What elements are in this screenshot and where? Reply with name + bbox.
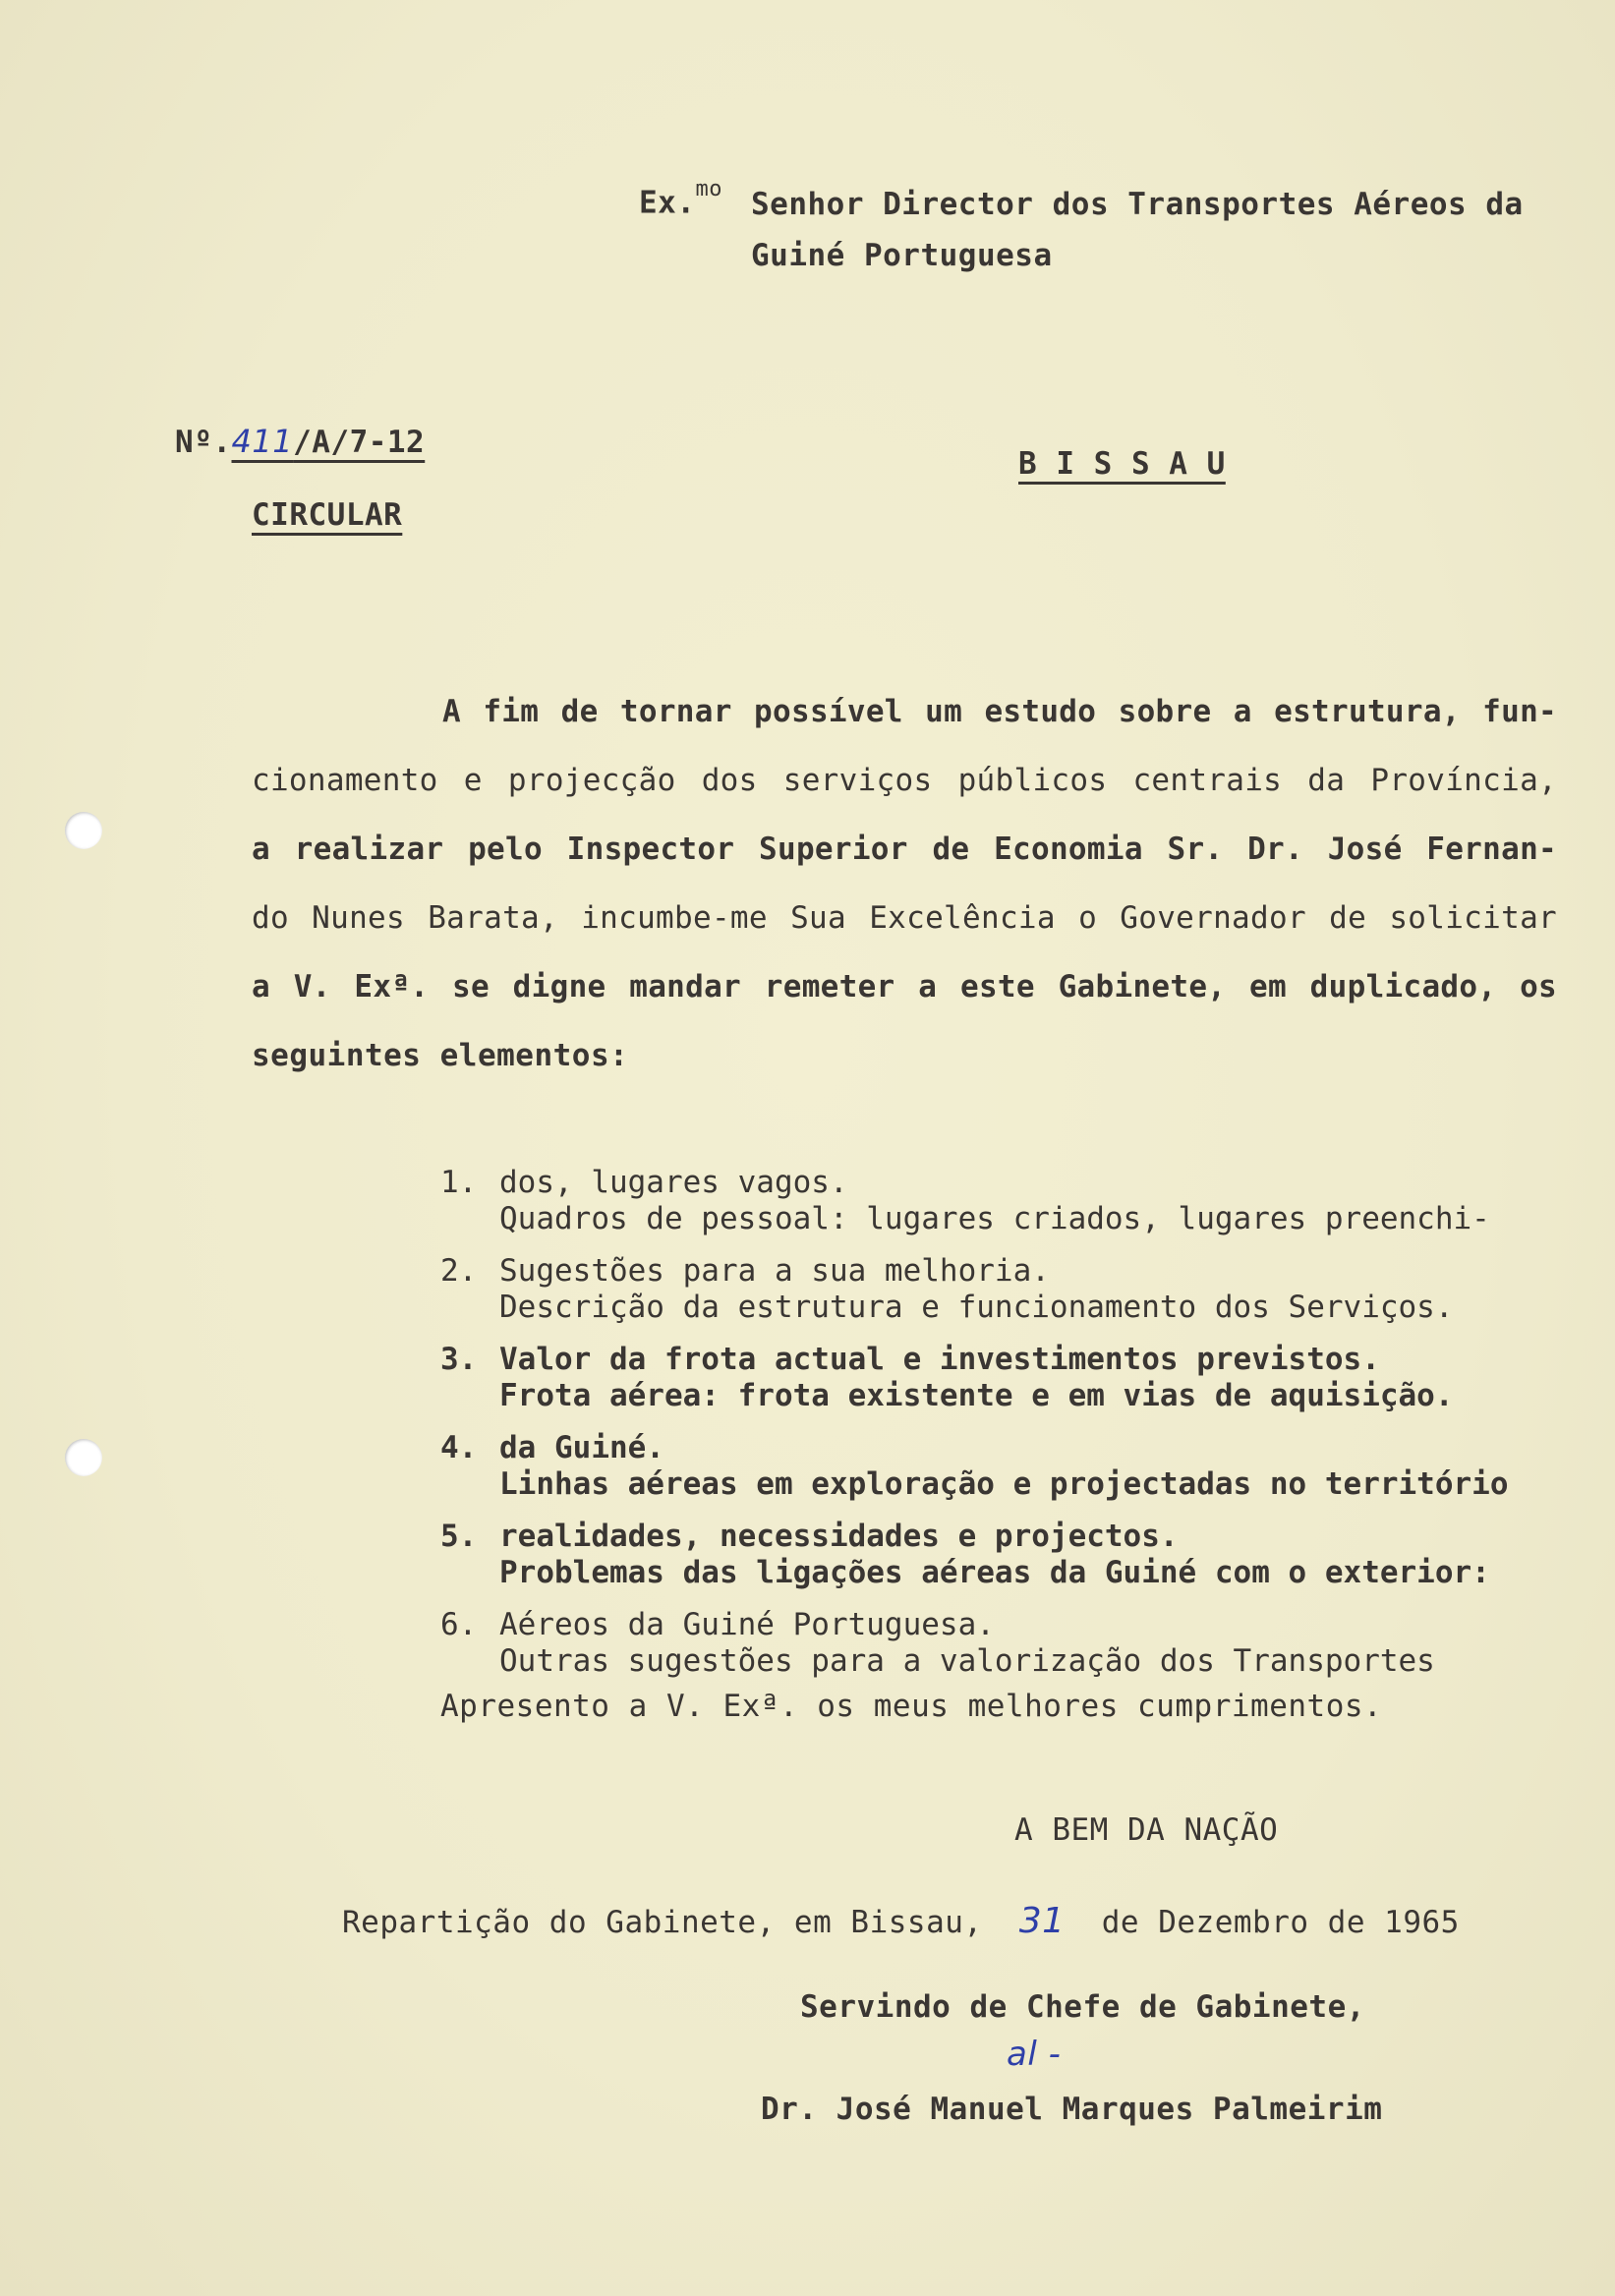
list-item-text-continued: da Guiné.	[499, 1430, 664, 1465]
list-item-text-continued: Aéreos da Guiné Portuguesa.	[499, 1607, 995, 1642]
paragraph-line-6: seguintes elementos:	[252, 1038, 629, 1073]
place-heading: B I S S A U	[1018, 446, 1226, 482]
signatory-name: Dr. José Manuel Marques Palmeirim	[761, 2092, 1383, 2127]
salutation-superscript: mo	[695, 177, 722, 201]
paragraph-line-4: do Nunes Barata, incumbe-me Sua Excelência o Governador de solicitar	[252, 900, 1557, 936]
paragraph-line-5: a V. Exª. se digne mandar remeter a este Gabinete, em duplicado, os	[252, 969, 1557, 1004]
handwritten-day: 31	[1018, 1901, 1066, 1941]
list-item-number: 4.	[440, 1430, 478, 1465]
date-line: Repartição do Gabinete, em Bissau, 31 de Dezembro de 1965	[342, 1901, 1460, 1941]
list-item-text: Frota aérea: frota existente e em vias de aquisição.	[499, 1378, 1454, 1413]
closing-line: Apresento a V. Exª. os meus melhores cumprimentos.	[440, 1689, 1383, 1724]
list-item-text-continued: realidades, necessidades e projectos.	[499, 1519, 1179, 1554]
list-item-number: 2.	[440, 1253, 478, 1289]
addressee-line-2: Guiné Portuguesa	[751, 238, 1053, 273]
document-type: CIRCULAR	[252, 497, 403, 533]
list-item-text: Problemas das ligações aéreas da Guiné com o exterior:	[499, 1555, 1490, 1590]
addressee-line-1: Senhor Director dos Transportes Aéreos da	[751, 187, 1524, 222]
paragraph-line-1: A fim de tornar possível um estudo sobre a estrutura, fun-	[442, 694, 1557, 729]
list-item-text: Quadros de pessoal: lugares criados, lugares preenchi-	[499, 1201, 1490, 1236]
list-item-text-continued: Sugestões para a sua melhoria.	[499, 1253, 1050, 1289]
list-item-number: 6.	[440, 1607, 478, 1642]
handwritten-number: 411	[231, 423, 294, 460]
handwritten-signature: al -	[1007, 2035, 1062, 2074]
salutation: Ex.$^{mo}$	[639, 177, 722, 221]
reference-number: Nº.411/A/7-12	[175, 423, 426, 460]
list-item-number: 1.	[440, 1165, 478, 1200]
list-item-text-continued: Valor da frota actual e investimentos previstos.	[499, 1342, 1380, 1377]
list-item-number: 3.	[440, 1342, 478, 1377]
paragraph-line-2: cionamento e projecção dos serviços públicos centrais da Província,	[252, 763, 1557, 798]
punch-hole-bottom	[65, 1439, 102, 1476]
punch-hole-top	[65, 812, 102, 849]
signatory-role: Servindo de Chefe de Gabinete,	[800, 1989, 1365, 2025]
motto: A BEM DA NAÇÃO	[1014, 1812, 1279, 1848]
list-item-text: Linhas aéreas em exploração e projectadas no território	[499, 1466, 1509, 1502]
paragraph-line-3: a realizar pelo Inspector Superior de Economia Sr. Dr. José Fernan-	[252, 832, 1557, 867]
list-item-number: 5.	[440, 1519, 478, 1554]
list-item-text: Outras sugestões para a valorização dos Transportes	[499, 1643, 1435, 1679]
list-item-text: Descrição da estrutura e funcionamento dos Serviços.	[499, 1290, 1454, 1325]
list-item-text-continued: dos, lugares vagos.	[499, 1165, 848, 1200]
